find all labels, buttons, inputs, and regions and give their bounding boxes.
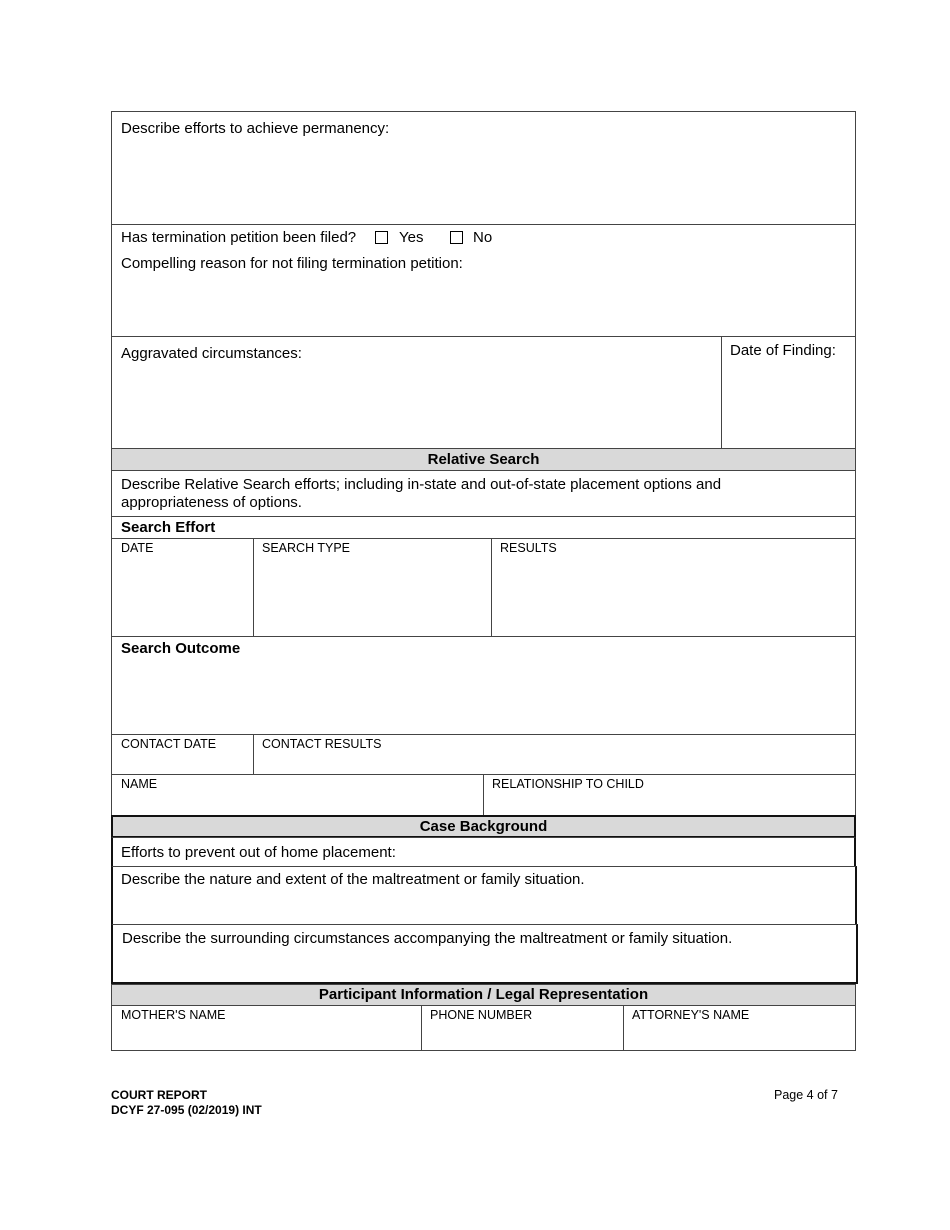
termination-section — [111, 224, 856, 337]
name-label: NAME — [121, 777, 158, 791]
phone-number-cell[interactable] — [421, 1005, 624, 1051]
participant-title: Participant Information / Legal Representation — [318, 986, 649, 1003]
contact-results-label: CONTACT RESULTS — [262, 737, 382, 751]
efforts-prevent-field[interactable] — [111, 837, 856, 867]
aggravated-label: Aggravated circumstances: — [121, 345, 302, 362]
results-column-header: RESULTS — [500, 541, 557, 555]
footer-form-id: DCYF 27-095 (02/2019) INT — [111, 1103, 262, 1117]
nature-extent-label: Describe the nature and extent of the maltreatment or family situation. — [121, 871, 585, 888]
surrounding-circumstances-field[interactable] — [111, 924, 858, 984]
search-effort-type-cell[interactable] — [253, 538, 492, 637]
permanency-label: Describe efforts to achieve permanency: — [121, 120, 390, 137]
contact-results-cell[interactable] — [253, 734, 856, 775]
search-effort-header — [111, 516, 856, 539]
case-background-title: Case Background — [419, 818, 548, 835]
participant-header — [111, 984, 856, 1006]
relative-search-description — [111, 470, 856, 517]
surrounding-circumstances-label: Describe the surrounding circumstances accompanying the maltreatment or family situation. — [122, 930, 733, 947]
attorney-name-cell[interactable] — [623, 1005, 856, 1051]
footer-page-number: Page 4 of 7 — [774, 1088, 838, 1102]
compelling-reason-label: Compelling reason for not filing termination petition: — [121, 255, 463, 272]
termination-yes-label: Yes — [399, 229, 424, 246]
search-type-column-header: SEARCH TYPE — [262, 541, 350, 555]
search-outcome-field[interactable] — [111, 636, 856, 735]
mothers-name-label: MOTHER'S NAME — [121, 1008, 226, 1022]
date-of-finding-field[interactable] — [721, 336, 856, 449]
relationship-cell[interactable] — [483, 774, 856, 816]
termination-no-label: No — [473, 229, 493, 246]
case-background-header — [111, 815, 856, 838]
date-of-finding-label: Date of Finding: — [730, 342, 836, 359]
search-effort-results-cell[interactable] — [491, 538, 856, 637]
termination-yes-checkbox[interactable] — [375, 231, 388, 244]
permanency-field[interactable] — [111, 111, 856, 225]
name-cell[interactable] — [111, 774, 484, 816]
attorney-name-label: ATTORNEY'S NAME — [632, 1008, 750, 1022]
termination-question: Has termination petition been filed? — [121, 229, 357, 246]
search-effort-date-cell[interactable] — [111, 538, 254, 637]
contact-date-label: CONTACT DATE — [121, 737, 217, 751]
relative-search-description-line1: Describe Relative Search efforts; including in-state and out-of-state placement options and — [121, 476, 722, 493]
relationship-label: RELATIONSHIP TO CHILD — [492, 777, 644, 791]
relative-search-description-line2: appropriateness of options. — [121, 494, 302, 511]
date-column-header: DATE — [121, 541, 154, 555]
search-outcome-title: Search Outcome — [121, 640, 241, 657]
mothers-name-cell[interactable] — [111, 1005, 422, 1051]
termination-no-checkbox[interactable] — [450, 231, 463, 244]
contact-date-cell[interactable] — [111, 734, 254, 775]
efforts-prevent-label: Efforts to prevent out of home placement: — [121, 844, 396, 861]
relative-search-title: Relative Search — [427, 451, 540, 468]
phone-number-label: PHONE NUMBER — [430, 1008, 533, 1022]
footer-title: COURT REPORT — [111, 1088, 207, 1102]
aggravated-field[interactable] — [111, 336, 722, 449]
search-effort-title: Search Effort — [121, 519, 216, 536]
nature-extent-field[interactable] — [111, 866, 857, 925]
relative-search-header — [111, 448, 856, 471]
